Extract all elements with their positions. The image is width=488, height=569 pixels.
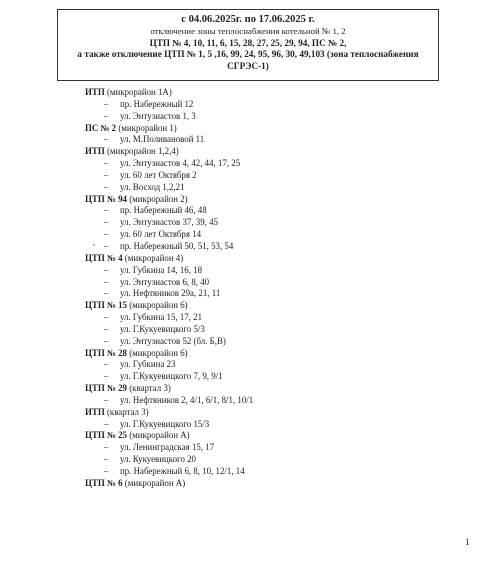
address-text: пр. Набережный 6, 8, 10, 12/1, 14 xyxy=(120,466,245,476)
address-item xyxy=(85,111,465,123)
header-sgres: СГРЭС-1) xyxy=(227,60,269,71)
address-text: ул. Губкина 23 xyxy=(120,359,176,370)
address-text: ул. Ленинградская 15, 17 xyxy=(120,442,215,453)
address-item xyxy=(85,419,465,431)
address-text: пр. Набережный 50, 51, 53, 54 xyxy=(120,240,234,251)
group-area: (микрорайон 1А) xyxy=(104,87,172,97)
stray-mark: , xyxy=(93,238,95,247)
address-item xyxy=(85,371,465,383)
address-item xyxy=(85,205,465,217)
group-area: (микрорайон 1,2,4) xyxy=(104,146,179,157)
list-dash: – xyxy=(104,205,109,216)
group-name: ЦТП № 28 xyxy=(85,347,127,358)
group-heading xyxy=(85,430,465,442)
address-text: ул. Энтузиастов 6, 8, 40 xyxy=(120,276,210,287)
list-dash: – xyxy=(104,134,109,145)
group-area: (микрорайон А) xyxy=(122,477,186,488)
address-item xyxy=(85,134,465,146)
list-dash: – xyxy=(104,288,109,299)
group-heading xyxy=(85,478,465,490)
header-ctp-list: ЦТП № 4, 10, 11, 6, 15, 28, 27, 25, 29, 94, ПС № 2, xyxy=(149,37,347,48)
list-dash: – xyxy=(104,240,109,251)
list-dash: – xyxy=(104,110,109,121)
list-dash: – xyxy=(104,312,109,323)
list-dash: – xyxy=(104,229,109,240)
address-text: ул. 60 лет Октября 14 xyxy=(120,229,202,240)
address-item xyxy=(85,324,465,336)
group-heading xyxy=(85,146,465,158)
address-text: пр. Набережный 46, 48 xyxy=(120,205,207,216)
list-dash: – xyxy=(104,276,109,287)
address-text: ул. Энтузиастов 52 (бл. Б,В) xyxy=(120,335,226,346)
group-area: (микрорайон А) xyxy=(126,430,190,441)
address-item xyxy=(85,359,465,371)
list-dash: – xyxy=(104,418,109,429)
header-boiler-zone: отключение зоны теплоснабжения котельной № 1, 2 xyxy=(150,26,346,36)
list-dash: – xyxy=(104,98,109,109)
group-heading xyxy=(85,383,465,395)
address-text: ул. Восход 1,2,21 xyxy=(120,181,185,192)
address-text: ул. Нефтяников 2, 4/1, 6/1, 8/1, 10/1 xyxy=(120,394,254,405)
address-item xyxy=(85,442,465,454)
address-item xyxy=(85,336,465,348)
address-item xyxy=(85,229,465,241)
group-area: (микрорайон 1) xyxy=(116,122,177,133)
address-text: ул. Г.Кукуевицкого 7, 9, 9/1 xyxy=(120,371,223,382)
group-area: (квартал 3) xyxy=(104,406,149,417)
address-text: ул. Губкина 15, 17, 21 xyxy=(120,312,203,323)
group-heading xyxy=(85,194,465,206)
address-text: ул. М.Поливановой 11 xyxy=(120,134,205,145)
list-dash: – xyxy=(104,181,109,192)
address-item xyxy=(85,170,465,182)
header-box xyxy=(57,9,439,81)
list-dash: – xyxy=(104,217,109,228)
list-dash: – xyxy=(104,335,109,346)
group-area: (микрорайон 6) xyxy=(126,300,188,311)
group-name: ЦТП № 6 xyxy=(85,477,123,488)
list-dash: – xyxy=(104,466,109,476)
address-item xyxy=(85,99,465,111)
address-text: ул. Кукуевицкого 20 xyxy=(120,454,196,465)
address-text: пр. Набережный 12 xyxy=(120,98,194,109)
group-heading xyxy=(85,253,465,265)
page-number: 1 xyxy=(465,537,470,547)
group-name: ЦТП № 25 xyxy=(85,430,127,441)
address-text: ул. Энтузиастов 4, 42, 44, 17, 25 xyxy=(120,158,241,169)
address-text: ул. 60 лет Октября 2 xyxy=(120,169,197,180)
group-area: (микрорайон 2) xyxy=(126,193,188,204)
address-item xyxy=(85,265,465,277)
group-area: (микрорайон 6) xyxy=(126,347,188,358)
address-item xyxy=(85,277,465,289)
list-dash: – xyxy=(104,442,109,453)
list-dash: – xyxy=(104,371,109,382)
group-name: ЦТП № 94 xyxy=(85,193,127,204)
group-heading xyxy=(85,348,465,360)
group-heading xyxy=(85,87,465,99)
list-dash: – xyxy=(104,359,109,370)
list-dash: – xyxy=(104,264,109,275)
address-item xyxy=(85,288,465,300)
group-name: ИТП xyxy=(85,87,105,97)
address-item xyxy=(85,158,465,170)
group-heading xyxy=(85,407,465,419)
address-text: ул. Нефтяников 29а, 21, 11 xyxy=(120,288,221,299)
group-name: ЦТП № 29 xyxy=(85,383,127,394)
group-name: ПС № 2 xyxy=(85,122,117,133)
group-area: (квартал 3) xyxy=(126,383,171,394)
group-area: (микрорайон 4) xyxy=(122,252,184,263)
group-name: ЦТП № 15 xyxy=(85,300,127,311)
address-item xyxy=(85,466,465,478)
list-dash: – xyxy=(104,323,109,334)
header-dates: с 04.06.2025г. по 17.06.2025 г. xyxy=(181,14,315,25)
address-text: ул. Губкина 14, 16, 18 xyxy=(120,264,203,275)
address-item xyxy=(85,454,465,466)
list-dash: – xyxy=(104,169,109,180)
list-dash: – xyxy=(104,454,109,465)
group-heading xyxy=(85,300,465,312)
address-item xyxy=(85,241,465,253)
group-name: ЦТП № 4 xyxy=(85,252,123,263)
header-ctp-extra: а также отключение ЦТП № 1, 5 ,16, 99, 24, 95, 96, 30, 49,103 (зона теплоснабжения xyxy=(77,49,419,60)
address-item xyxy=(85,182,465,194)
list-dash: – xyxy=(104,394,109,405)
address-item xyxy=(85,395,465,407)
address-text: ул. Г.Кукуевицкого 15/3 xyxy=(120,418,210,429)
group-name: ИТП xyxy=(85,146,105,157)
address-item xyxy=(85,217,465,229)
address-list xyxy=(85,87,465,490)
address-text: ул. Энтузиастов 37, 39, 45 xyxy=(120,217,218,228)
list-dash: – xyxy=(104,158,109,169)
group-name: ИТП xyxy=(85,406,105,417)
group-heading xyxy=(85,123,465,135)
address-text: ул. Г.Кукуевицкого 5/3 xyxy=(120,323,205,334)
address-item xyxy=(85,312,465,324)
address-text: ул. Энтузиастов 1, 3 xyxy=(120,110,196,121)
